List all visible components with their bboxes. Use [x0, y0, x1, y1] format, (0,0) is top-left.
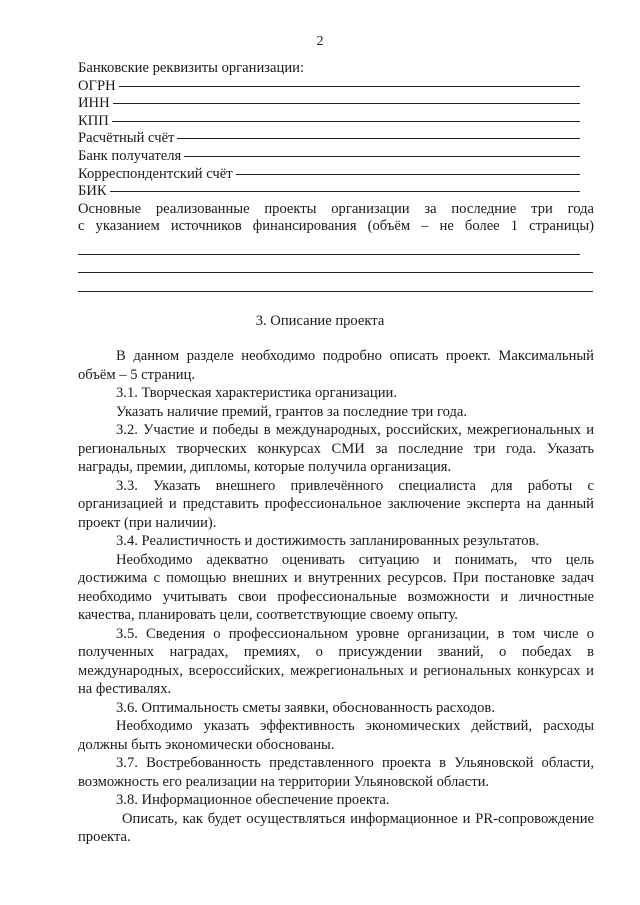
ogrn-field	[78, 78, 580, 96]
section-body	[78, 347, 594, 847]
bank-details-heading: Банковские реквизиты организации:	[78, 60, 304, 76]
fill-line	[177, 138, 580, 139]
paragraph-3-8: Описать, как будет осуществляться информационное и PR-сопровождение проекта.	[78, 810, 594, 845]
field-label: ОГРН	[78, 77, 116, 94]
projects-line-2: с указанием источников финансирования (объём – не более 1 страницы)	[78, 218, 594, 235]
paragraph-3-4: Необходимо адекватно оценивать ситуацию и понимать, что цель достижима с помощью внешних и внутренних ресурсов. При постановке задач необходимо учитывать свои профессиональные возможности и личностные качества, планировать цели, соответствующие своему опыту.	[78, 551, 594, 623]
account-field	[78, 130, 580, 148]
paragraph-3-3: 3.3. Указать внешнего привлечённого специалиста для работы с организацией и представить профессиональное заключение эксперта на данный проект (при наличии).	[78, 477, 594, 531]
heading-3-1: 3.1. Творческая характеристика организации.	[116, 385, 397, 401]
fill-line	[110, 191, 580, 192]
bank-details	[78, 60, 594, 292]
field-label: КПП	[78, 112, 109, 129]
fill-line	[112, 121, 580, 122]
fill-line	[184, 156, 580, 157]
fill-line	[119, 86, 580, 87]
heading-3-8: 3.8. Информационное обеспечение проекта.	[116, 792, 390, 808]
blank-line	[78, 255, 593, 274]
inn-field	[78, 95, 580, 113]
paragraph-3-1: Указать наличие премий, грантов за последние три года.	[116, 403, 467, 420]
section-title: 3. Описание проекта	[255, 313, 385, 329]
heading-3-4: 3.4. Реалистичность и достижимость запланированных результатов.	[116, 533, 540, 549]
paragraph-3-5: 3.5. Сведения о профессиональном уровне организации, в том числе о полученных наградах, премиях, о присуждении званий, о победах в международных, всероссийских, межрегиональных и региональных конкурсах и на фестивалях.	[78, 625, 594, 697]
paragraph-3-6: Необходимо указать эффективность экономических действий, расходы должны быть экономически обоснованы.	[78, 718, 594, 753]
page-number: 2	[316, 34, 324, 49]
field-label: БИК	[78, 183, 107, 200]
fill-line	[236, 174, 580, 175]
blank-line	[78, 236, 580, 255]
paragraph-3-2: 3.2. Участие и победы в международных, российских, межрегиональных и региональных творческих конкурсах СМИ за последние три года. Указать награды, премии, дипломы, которые получила организация.	[78, 422, 594, 475]
bik-field	[78, 183, 580, 201]
field-label: Банк получателя	[78, 147, 182, 164]
kpp-field	[78, 113, 580, 131]
blank-line	[78, 273, 593, 292]
bank-name-field	[78, 148, 580, 166]
paragraph-3-7: 3.7. Востребованность представленного проекта в Ульяновской области, возможность его реализации на территории Ульяновской области.	[78, 755, 594, 790]
projects-line-1: Основные реализованные проекты организации за последние три года	[78, 200, 594, 217]
fill-line	[113, 103, 580, 104]
paragraph-intro: В данном разделе необходимо подробно описать проект. Максимальный объём – 5 страниц.	[78, 348, 594, 383]
field-label: ИНН	[78, 95, 110, 112]
heading-3-6: 3.6. Оптимальность сметы заявки, обоснованность расходов.	[116, 699, 495, 716]
field-label: Корреспондентский счёт	[78, 165, 233, 182]
corr-account-field	[78, 166, 580, 184]
field-label: Расчётный счёт	[78, 130, 175, 147]
